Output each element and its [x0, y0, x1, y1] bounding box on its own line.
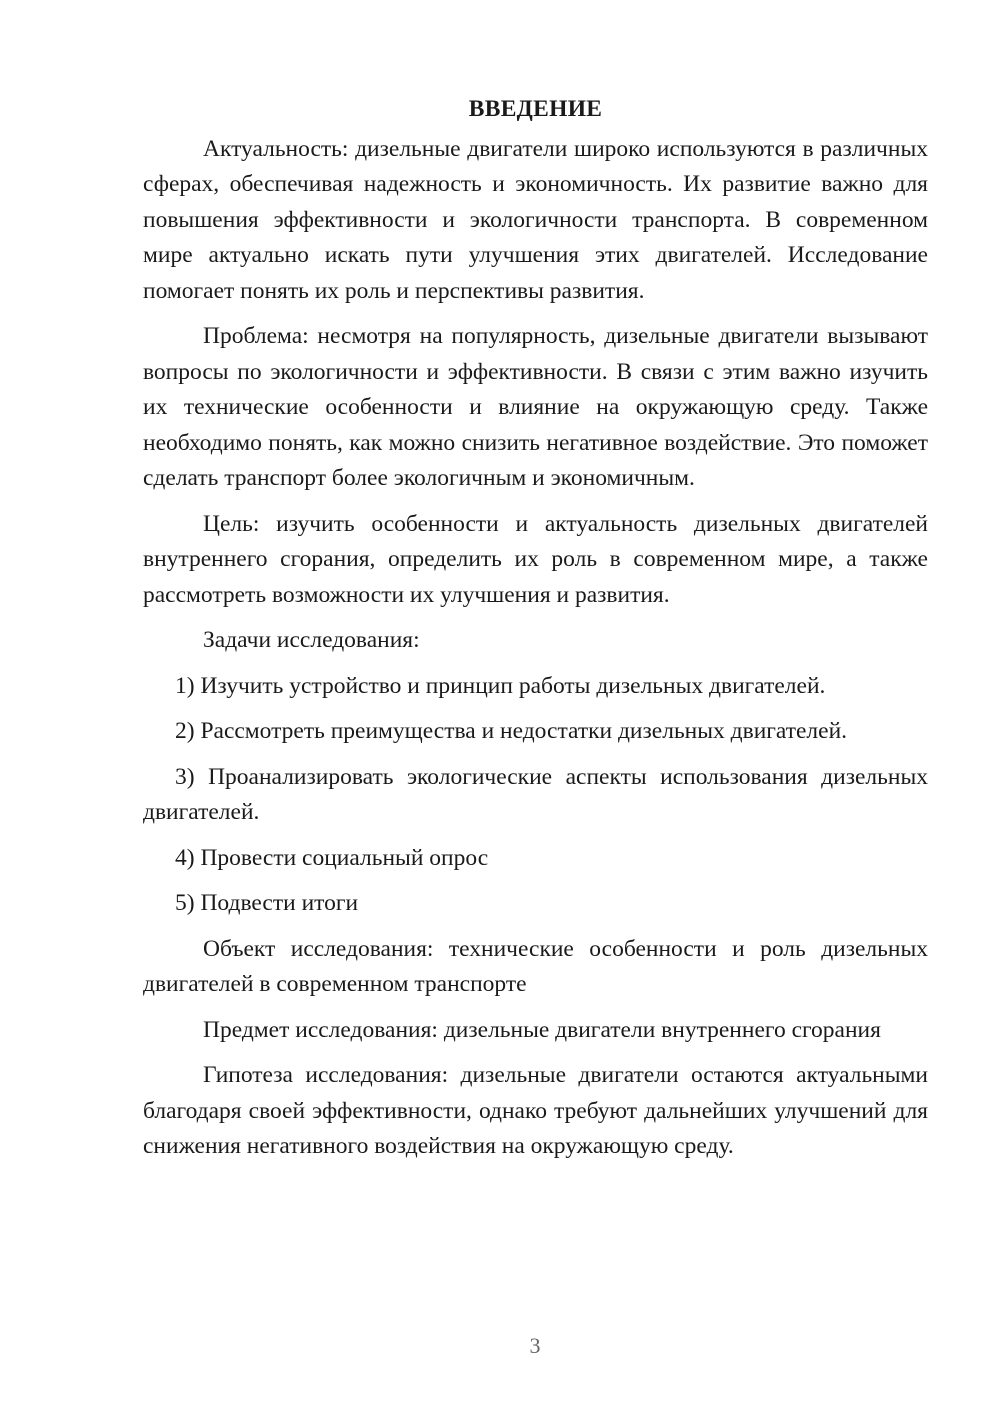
tasks-heading: Задачи исследования: — [203, 627, 420, 653]
section-title: ВВЕДЕНИЕ — [468, 96, 603, 122]
page-number: 3 — [529, 1333, 541, 1358]
task-item-3: 3) Проанализировать экологические аспекты использования дизельных двигателей. — [143, 763, 928, 825]
object-paragraph: Объект исследования: технические особенности и роль дизельных двигателей в современном транспорте — [143, 935, 928, 997]
task-item-2: 2) Рассмотреть преимущества и недостатки дизельных двигателей. — [175, 718, 848, 744]
subject-paragraph: Предмет исследования: дизельные двигатели внутреннего сгорания — [203, 1016, 881, 1043]
task-item-1: 1) Изучить устройство и принцип работы дизельных двигателей. — [175, 672, 826, 699]
problem-paragraph: Проблема: несмотря на популярность, дизельные двигатели вызывают вопросы по экологичности и эффективности. В связи с этим важно изучить их технические особенности и влияние на окружающую среду. Также необходимо понять, как можно снизить негативное воздействие. Это поможет сделать транспорт более экологичным и экономичным. — [143, 323, 928, 491]
relevance-paragraph: Актуальность: дизельные двигатели широко используются в различных сферах, обеспечивая надежность и экономичность. Их развитие важно для повышения эффективности и экологичности транспорта. В современном мире актуально искать пути улучшения этих двигателей. Исследование помогает понять их роль и перспективы развития. — [143, 135, 928, 304]
task-item-5: 5) Подвести итоги — [175, 890, 359, 916]
task-item-4: 4) Провести социальный опрос — [175, 844, 489, 871]
goal-paragraph: Цель: изучить особенности и актуальность дизельных двигателей внутреннего сгорания, определить их роль в современном мире, а также рассмотреть возможности их улучшения и развития. — [143, 510, 928, 608]
page-content — [143, 92, 928, 1175]
hypothesis-paragraph: Гипотеза исследования: дизельные двигатели остаются актуальными благодаря своей эффективности, однако требуют дальнейших улучшений для снижения негативного воздействия на окружающую среду. — [143, 1062, 928, 1159]
